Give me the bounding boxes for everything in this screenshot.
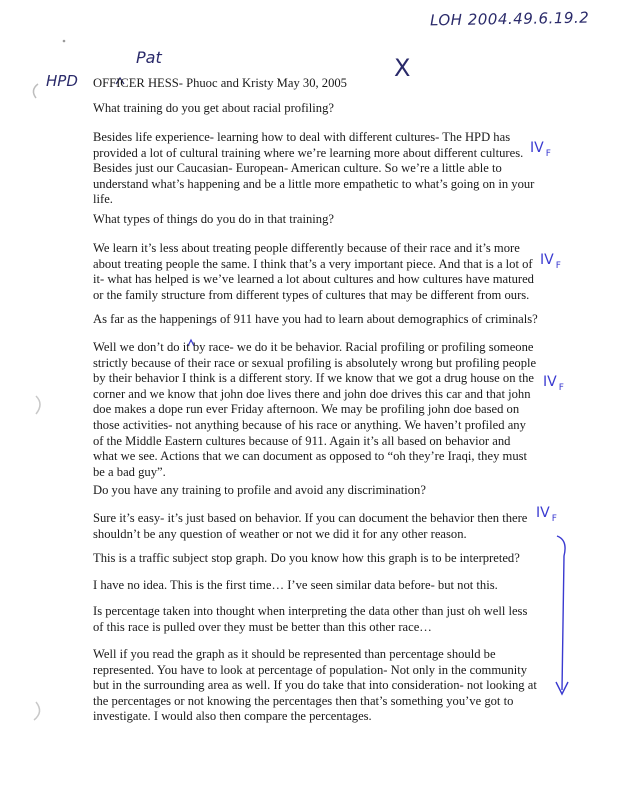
answer-3: Well we don’t do it by race- we do it be behavior. Racial profiling or profiling someone strictly because of their race or sexual profiling is absolutely wrong but profiling people by their behavior I think is a different story. If we know that we got a drug house on the corner and we know that john doe lives there and john doe drives this car and that john doe makes a dope run ever Friday afternoon. We may be profiling john doe based on those activities- not anything because of his race or anything. We haven’t profiled any of the Middle Eastern cultures because of 911. Again it’s all based on behavior and what we see. Actions that we can document as opposed to “oh they’re Iraqi, they must be a bad guy”.: [93, 340, 537, 479]
answer-4: Sure it’s easy- it’s just based on behavior. If you can document the behavior then there shouldn’t be any question of weather or not we did it for any other reason.: [93, 511, 528, 541]
margin-mark-iv-3: IV $_F$: [543, 374, 564, 393]
question-3: As far as the happenings of 911 have you had to learn about demographics of criminals?: [93, 312, 538, 326]
question-1: What training do you get about racial profiling?: [93, 101, 334, 115]
answer-1: Besides life experience- learning how to deal with different cultures- The HPD has provided a lot of cultural training where we’re learning more about different cultures. Besides just our Caucasian- European- American culture. So we’re a little able to understand what’s happening and be a little more empathetic to what’s going on in your life.: [93, 130, 535, 207]
question-2: What types of things do you do in that training?: [93, 212, 334, 226]
margin-mark-iv-1: IV $_F$: [530, 140, 551, 159]
margin-mark-iv-4: IV $_F$: [536, 505, 557, 524]
question-6: Is percentage taken into thought when interpreting the data other than just oh well less of this race is pulled over they must be better than this other race…: [93, 604, 528, 634]
accession-number: LOH 2004.49.6.19.2: [429, 8, 590, 30]
interview-title: OFFICER HESS- Phuoc and Kristy May 30, 2005: [93, 76, 347, 90]
answer-2: We learn it’s less about treating people differently because of their race and it’s more about treating people the same. I think that’s a very important piece. And that is a lot of it- what has helped is we’ve learned a lot about cultures and how cultures have matured or the family structure from different types of cultures that may be different from ours.: [93, 241, 534, 302]
answer-6: Well if you read the graph as it should be represented than percentage should be represented. You have to look at percentage of population- Not only in the community but in the surrounding area as well. If you do take that into consideration- not looking at the percentages or not knowing the percentages then that’s something you’ve got to investigate. I would also then compare the percentages.: [93, 647, 537, 724]
question-4: Do you have any training to profile and avoid any discrimination?: [93, 483, 426, 497]
handwritten-x-mark: X: [394, 54, 411, 82]
answer-5: I have no idea. This is the first time… I’ve seen similar data before- but not this.: [93, 578, 498, 592]
handwritten-pat: Pat: [136, 48, 162, 67]
margin-mark-iv-2: IV $_F$: [540, 252, 561, 271]
handwritten-hpd: HPD: [46, 72, 78, 90]
question-5: This is a traffic subject stop graph. Do you know how this graph is to be interpreted?: [93, 551, 520, 565]
